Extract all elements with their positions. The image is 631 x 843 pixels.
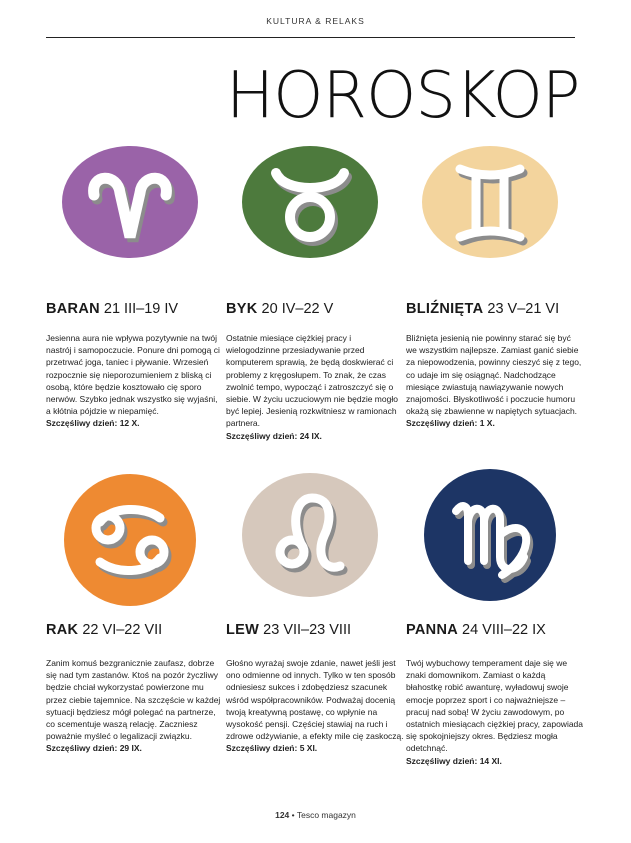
lucky-day: Szczęśliwy dzień: 1 X.	[406, 418, 495, 429]
page-number: 124	[275, 810, 290, 820]
page-title: HOROSKOP	[226, 59, 580, 133]
taurus-icon	[240, 145, 380, 260]
sign-heading-panna	[406, 622, 546, 638]
sign-name: LEW	[226, 622, 260, 638]
horoscope-text: Ostatnie miesiące ciężkiej pracy i wielogodzinne przesiadywanie przed komputerem sprawią, że będą doskwierać ci problemy z kręgosłupem. To znak, że czas zwolnić tempo, wypocząć i zatroszczyć się o siebie. W życiu uczuciowym nie będzie mogło być lepiej. Jesienią rozkwitniesz w ramionach partnera.	[226, 333, 398, 429]
sign-text-rak	[46, 657, 224, 755]
horoscope-text: Jesienna aura nie wpływa pozytywnie na twój nastrój i samopoczucie. Ponure dni pomogą ci przetrwać joga, taniec i pływanie. Wrzesień rozpocznie się nieporozumieniem z bliską ci osobą, które będzie kosztowało cię sporo nerwów. Szybko jednak wszystko się wyjaśni, a kłótnia pójdzie w niepamięć.	[46, 333, 220, 417]
aries-icon	[60, 145, 200, 260]
sign-text-lew	[226, 657, 404, 755]
sign-dates: 23 V–21 VI	[487, 301, 560, 317]
gemini-icon	[420, 145, 560, 260]
header-rule	[46, 37, 575, 38]
lucky-day: Szczęśliwy dzień: 12 X.	[46, 418, 140, 429]
sign-heading-byk	[226, 301, 333, 317]
horoscope-text: Bliźnięta jesienią nie powinny starać się być we wszystkim najlepsze. Zamiast ganić siebie za niepowodzenia, powinny cieszyć się z tego, co udaje im się osiągnąć. Nadchodzące miesiące zwiastują nawiązywanie nowych znajomości. Błyskotliwość i poczucie humoru okażą się zbawienne w napiętych sytuacjach.	[406, 333, 582, 417]
sign-text-baran	[46, 332, 224, 430]
sign-name: BARAN	[46, 301, 100, 317]
sign-text-panna	[406, 657, 584, 767]
sign-dates: 22 VI–22 VII	[82, 622, 163, 638]
lucky-day: Szczęśliwy dzień: 24 IX.	[226, 430, 322, 441]
sign-text-byk	[226, 332, 404, 442]
lucky-day: Szczęśliwy dzień: 5 XI.	[226, 743, 318, 754]
lucky-day: Szczęśliwy dzień: 29 IX.	[46, 743, 142, 754]
sign-name: BLIŹNIĘTA	[406, 301, 484, 317]
horoscope-text: Twój wybuchowy temperament daje się we znaki domownikom. Zamiast o każdą błahostkę robić awanturę, wyładowuj swoje emocje poprzez sport i co najważniejsze – pracuj nad sobą! W życiu zawodowym, po ostatnich miesiącach ciężkiej pracy, zapowiada się spokojniejszy okres. Będziesz mogła odetchnąć.	[406, 658, 584, 754]
cancer-icon	[60, 470, 200, 610]
horoscope-text: Głośno wyrażaj swoje zdanie, nawet jeśli jest ono odmienne od innych. Tylko w ten sposób odniesiesz sukces i zdobędziesz szacunek wśród współpracowników. Podważaj docenią twoją kreatywną postawę, co wpłynie na wysokość pensji. Częściej stawiaj na ruch i zdrowe odżywianie, a efekty mile cię zaskoczą.	[226, 658, 404, 742]
horoscope-text: Zanim komuś bezgranicznie zaufasz, dobrze się nad tym zastanów. Ktoś na pozór życzliwy będzie chciał wykorzystać powierzone mu przez ciebie tajemnice. Na szczęście w każdej sytuacji będziesz mógł polegać na partnerze, co scementuje waszą relację. Zaczniesz poważnie myśleć o legalizacji związku.	[46, 658, 221, 742]
sign-heading-lew	[226, 622, 351, 638]
sign-text-bliznieta	[406, 332, 584, 430]
sign-dates: 20 IV–22 V	[261, 301, 334, 317]
sign-heading-baran	[46, 301, 178, 317]
page-footer	[0, 810, 631, 820]
sign-heading-rak	[46, 622, 162, 638]
sign-dates: 24 VIII–22 IX	[462, 622, 546, 638]
section-label: KULTURA & RELAKS	[266, 16, 365, 26]
sign-name: PANNA	[406, 622, 458, 638]
lucky-day: Szczęśliwy dzień: 14 XI.	[406, 755, 502, 766]
sign-heading-bliznieta	[406, 301, 559, 317]
sign-dates: 21 III–19 IV	[103, 301, 179, 317]
sign-name: BYK	[226, 301, 258, 317]
virgo-icon	[420, 465, 560, 605]
sign-name: RAK	[46, 622, 79, 638]
magazine-name: • Tesco magazyn	[291, 810, 356, 820]
leo-icon	[240, 470, 380, 600]
sign-dates: 23 VII–23 VIII	[263, 622, 352, 638]
